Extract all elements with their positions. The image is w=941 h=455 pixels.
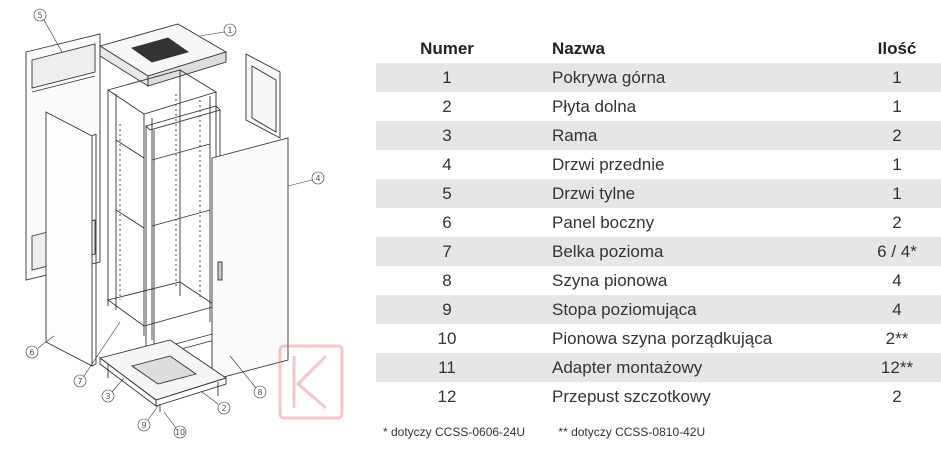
cell-qty: 1 [892, 96, 902, 116]
table-row [376, 63, 941, 92]
callout-label-5: 5 [37, 11, 43, 20]
cell-number: 8 [442, 270, 452, 290]
cell-number: 2 [442, 96, 452, 116]
table-row [376, 353, 941, 382]
table-row [376, 237, 941, 266]
table-row [376, 121, 941, 150]
callout-label-9: 9 [141, 421, 147, 430]
cell-name: Drzwi tylne [518, 179, 822, 208]
table-header-row [376, 35, 941, 63]
cell-name: Panel boczny [552, 212, 655, 232]
cell-name: Szyna pionowa [552, 270, 668, 290]
cell-qty: 2 [892, 212, 902, 232]
logo-watermark [276, 342, 346, 422]
cell-number: 7 [376, 237, 518, 266]
table-row [376, 266, 941, 295]
callout-label-6: 6 [29, 348, 35, 357]
cell-qty: 1 [892, 154, 902, 174]
parts-table [376, 35, 941, 411]
cell-name: Rama [518, 121, 822, 150]
cell-number: 9 [376, 295, 518, 324]
table-row [376, 382, 941, 411]
cell-name: Przepust szczotkowy [552, 386, 711, 406]
front-frame [146, 106, 222, 358]
callout-label-2: 2 [221, 404, 227, 413]
cell-name: Belka pozioma [518, 237, 822, 266]
cell-qty: 2 [892, 386, 902, 406]
cell-name: Adapter montażowy [518, 353, 822, 382]
header-name: Nazwa [552, 39, 605, 58]
cell-qty: 2** [885, 328, 909, 348]
cell-qty: 6 / 4* [822, 237, 941, 266]
cell-name: Stopa poziomująca [518, 295, 822, 324]
header-number: Numer [420, 39, 474, 58]
cell-name: Płyta dolna [552, 96, 637, 116]
table-row [376, 92, 941, 121]
header-qty: Ilość [877, 39, 917, 58]
top-cover [100, 24, 226, 86]
cell-qty: 4 [822, 295, 941, 324]
table-row [376, 150, 941, 179]
side-panel [46, 112, 96, 366]
cell-number: 5 [376, 179, 518, 208]
table-row [376, 179, 941, 208]
callout-label-1: 1 [227, 26, 233, 35]
table-row [376, 295, 941, 324]
cell-name: Pokrywa górna [518, 63, 822, 92]
cell-number: 10 [437, 328, 457, 348]
cell-qty: 2 [822, 121, 941, 150]
table-row [376, 208, 941, 237]
callout-label-7: 7 [77, 377, 83, 386]
footnote-1: * dotyczy CCSS-0606-24U [383, 425, 526, 439]
cell-number: 3 [376, 121, 518, 150]
cell-name: Pionowa szyna porządkująca [552, 328, 773, 348]
callout-label-8: 8 [257, 388, 263, 397]
cell-number: 6 [442, 212, 452, 232]
table-row [376, 324, 941, 353]
bottom-plate [100, 340, 226, 412]
cell-qty: 1 [822, 179, 941, 208]
cell-name: Drzwi przednie [552, 154, 665, 174]
cell-number: 11 [376, 353, 518, 382]
cell-qty: 12** [822, 353, 941, 382]
callout-label-3: 3 [105, 392, 111, 401]
cell-qty: 1 [822, 63, 941, 92]
cell-number: 12 [437, 386, 457, 406]
footnote-2: ** dotyczy CCSS-0810-42U [558, 425, 706, 439]
callout-label-4: 4 [315, 174, 321, 183]
callout-label-10: 10 [174, 428, 186, 437]
cell-qty: 4 [892, 270, 902, 290]
cell-number: 1 [376, 63, 518, 92]
rear-panel-right [246, 54, 280, 138]
cell-number: 4 [442, 154, 452, 174]
footnotes [383, 425, 735, 439]
